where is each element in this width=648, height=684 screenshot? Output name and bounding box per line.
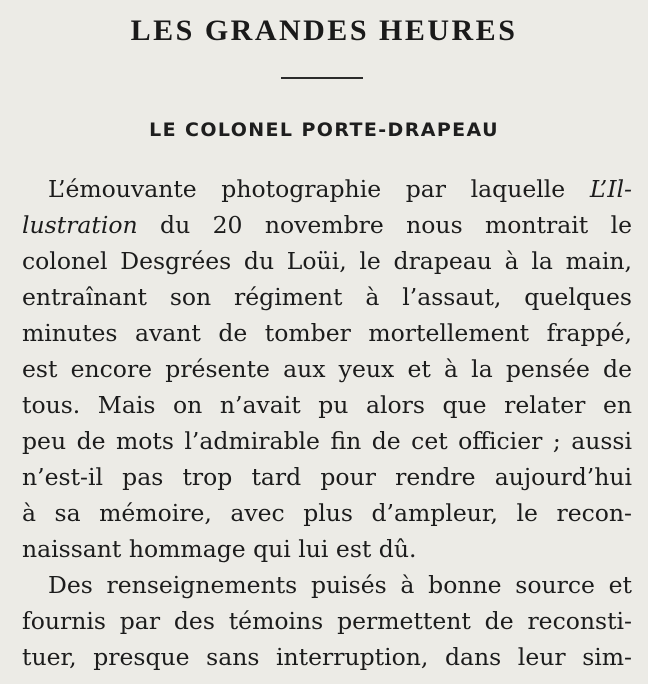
text-line: n’est-il pas trop tard pour rendre aujourd’hui bbox=[22, 463, 632, 491]
text-line: fournis par des témoins permettent de reconsti- bbox=[22, 607, 632, 635]
text-line: minutes avant de tomber mortellement frappé, bbox=[22, 319, 632, 347]
text-line: tuer, presque sans interruption, dans leur sim- bbox=[22, 643, 632, 671]
text-line: entraînant son régiment à l’assaut, quelques bbox=[22, 283, 632, 311]
heading-rule bbox=[281, 77, 363, 79]
text-line: est encore présente aux yeux et à la pensée de bbox=[22, 355, 632, 383]
text-line: peu de mots l’admirable fin de cet officier ; aussi bbox=[22, 427, 632, 455]
text-line: lustration du 20 novembre nous montrait le bbox=[22, 211, 632, 239]
page-heading: LES GRANDES HEURES bbox=[130, 14, 518, 47]
text-line: colonel Desgrées du Loüi, le drapeau à la main, bbox=[22, 247, 632, 275]
text-line: Des renseignements puisés à bonne source et bbox=[48, 571, 632, 599]
text-line: naissant hommage qui lui est dû. bbox=[22, 535, 417, 563]
text-line: tous. Mais on n’avait pu alors que relater en bbox=[22, 391, 632, 419]
article-title: LE COLONEL PORTE-DRAPEAU bbox=[149, 119, 499, 141]
text-line: L’émouvante photographie par laquelle L’Il- bbox=[48, 175, 632, 203]
text-line: à sa mémoire, avec plus d’ampleur, le recon- bbox=[22, 499, 632, 527]
